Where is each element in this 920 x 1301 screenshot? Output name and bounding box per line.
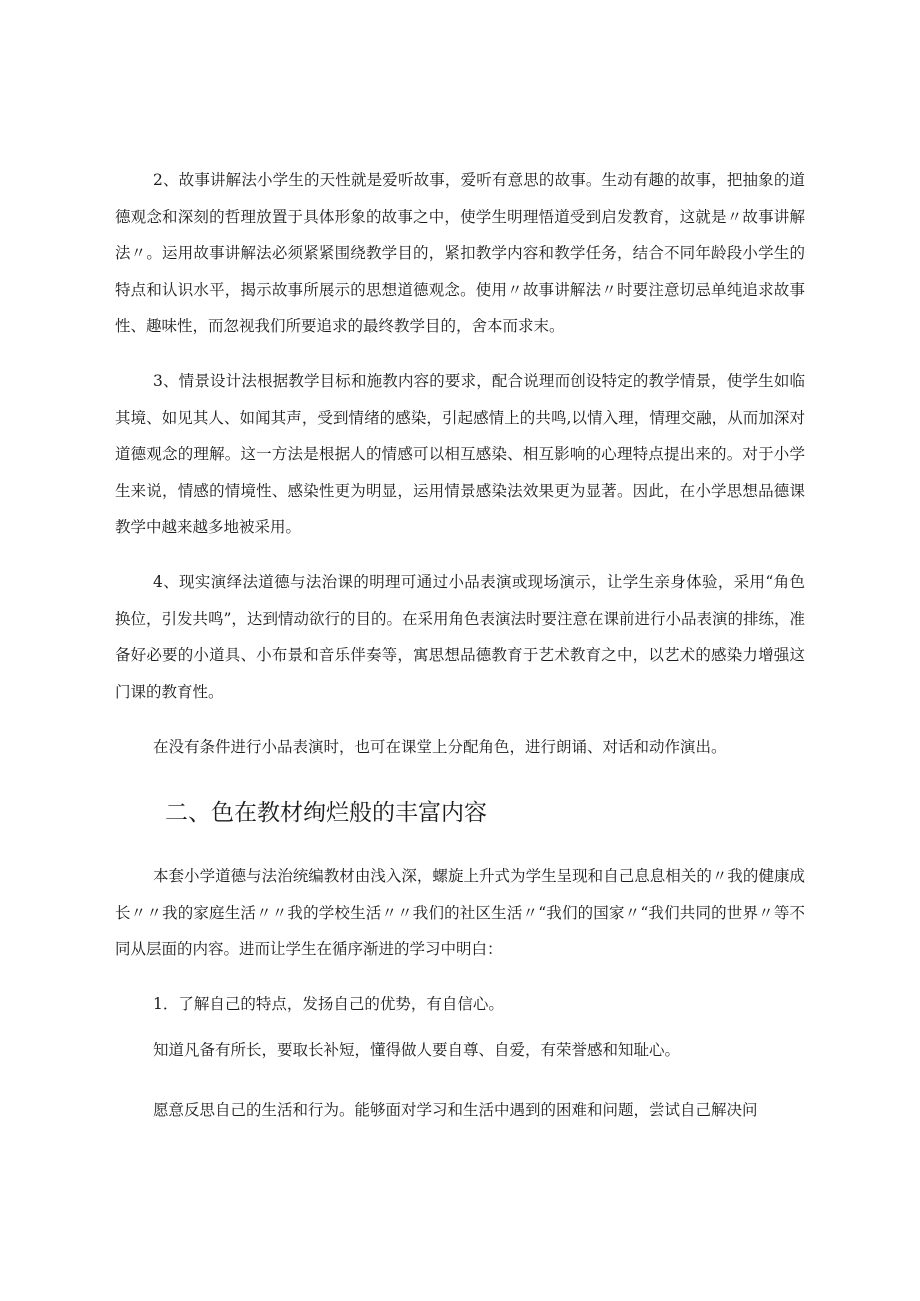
paragraph-story-method: 2、故事讲解法小学生的天性就是爱听故事，爱听有意思的故事。生动有趣的故事，把抽象的道德观念和深刻的哲理放置于具体形象的故事之中，使学生明理悟道受到启发教育，这就是〃故事讲解法〃。运用故事讲解法必须紧紧围绕教学目的，紧扣教学内容和教学任务，结合不同年龄段小学生的特点和认识水平，揭示故事所展示的思想道德观念。使用〃故事讲解法〃时要注意切忌单纯追求故事性、趣味性，而忽视我们所要追求的最终教学目的，舍本而求末。 [115, 171, 805, 335]
paragraph-textbook-intro: 本套小学道德与法治统编教材由浅入深，螺旋上升式为学生呈现和自己息息相关的〃我的健康成长〃〃我的家庭生活〃〃我的学校生活〃〃我们的社区生活〃“我们的国家〃“我们共同的世界〃等不同从层面的内容。进而让学生在循序渐进的学习中明白： [115, 867, 805, 958]
list-item-self-confidence: 1．了解自己的特点，发扬自己的优势，有自信心。 [153, 995, 504, 1013]
section-heading: 二、色在教材绚烂般的丰富内容 [165, 800, 487, 826]
paragraph-role-play-method: 4、现实演绎法道德与法治课的明理可通过小品表演或现场演示，让学生亲身体验，采用“角色换位，引发共鸣”，达到情动欲行的目的。在采用角色表演法时要注意在课前进行小品表演的排练，准备好必要的小道具、小布景和音乐伴奏等，寓思想品德教育于艺术教育之中，以艺术的感染力增强这门课的教育性。 [115, 573, 805, 701]
paragraph-alternative-performance: 在没有条件进行小品表演时，也可在课堂上分配角色，进行朗诵、对话和动作演出。 [153, 738, 727, 756]
text-self-reflection: 愿意反思自己的生活和行为。能够面对学习和生活中遇到的困难和问题，尝试自己解决问 [153, 1101, 758, 1119]
text-self-respect: 知道凡备有所长，要取长补短，懂得做人要自尊、自爱，有荣誉感和知耻心。 [153, 1041, 681, 1059]
paragraph-scenario-method: 3、情景设计法根据教学目标和施教内容的要求，配合说理而创设特定的教学情景，使学生如临其境、如见其人、如闻其声，受到情绪的感染，引起感情上的共鸣,以情入理，情理交融，从而加深对道德观念的理解。这一方法是根据人的情感可以相互感染、相互影响的心理特点提出来的。对于小学生来说，情感的情境性、感染性更为明显，运用情景感染法效果更为显著。因此，在小学思想品德课教学中越来越多地被采用。 [115, 372, 805, 536]
